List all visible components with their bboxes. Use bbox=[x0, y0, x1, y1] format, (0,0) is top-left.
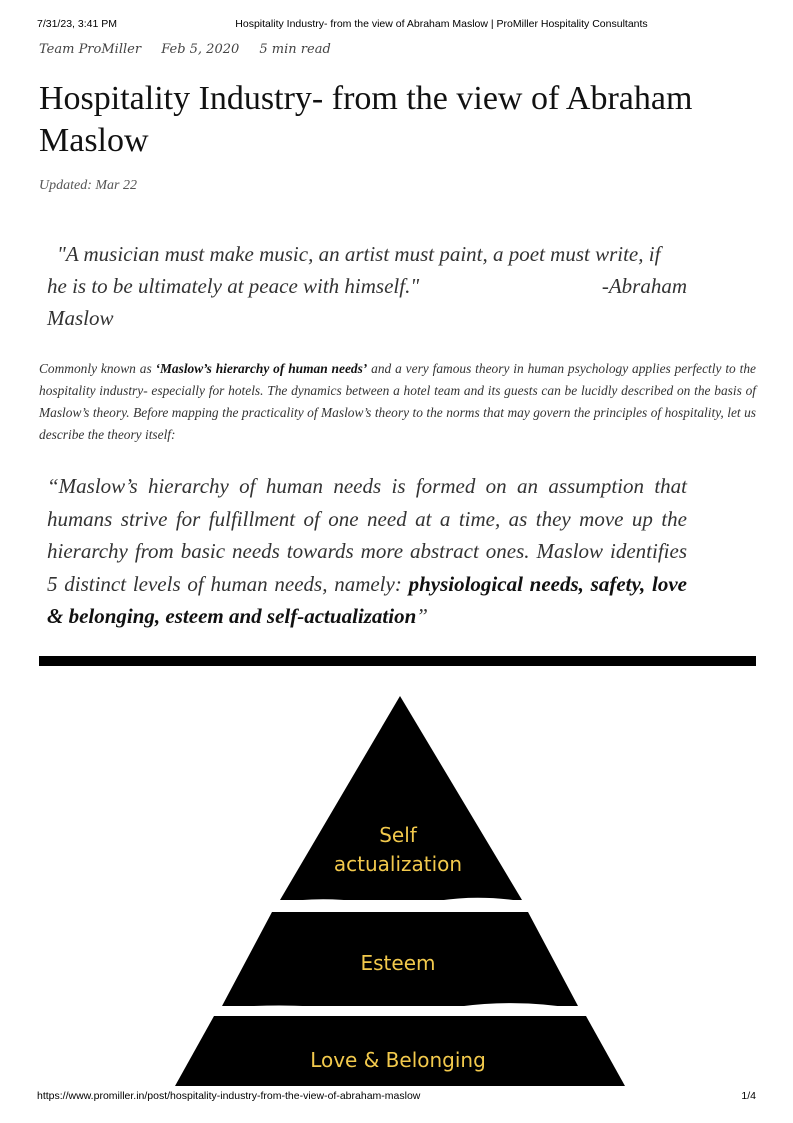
pyramid-label-self: Self bbox=[379, 823, 417, 847]
print-url: https://www.promiller.in/post/hospitality-industry-from-the-view-of-abraham-maslow bbox=[37, 1090, 421, 1102]
print-datetime: 7/31/23, 3:41 PM bbox=[37, 18, 117, 30]
quote-line-1: "A musician must make music, an artist must paint, a poet must write, if bbox=[57, 242, 661, 266]
intro-rest: and a very famous theory in human psychology applies perfectly to the hospitality industry- especially for hotels. The dynamics between a hotel team and its guests can be lucidly described on the basis of Maslow’s theory. Before mapping the practicality of Maslow’s theory to the norms that may govern the principles of hospitality, let us describe the theory itself: bbox=[39, 361, 756, 442]
updated-date: Updated: Mar 22 bbox=[39, 178, 137, 193]
post-date: Feb 5, 2020 bbox=[161, 42, 240, 57]
maslow-quote bbox=[47, 238, 687, 334]
author-link[interactable]: Team ProMiller bbox=[39, 42, 142, 57]
pyramid-label-love-belonging: Love & Belonging bbox=[310, 1048, 486, 1072]
intro-lead: Commonly known as bbox=[39, 361, 156, 376]
theory-quote-close: ” bbox=[416, 604, 428, 628]
intro-bold: ‘Maslow’s hierarchy of human needs’ bbox=[155, 361, 368, 376]
theory-quote bbox=[47, 470, 687, 633]
torn-edge-top bbox=[278, 899, 524, 905]
quote-attribution: -Abraham bbox=[601, 274, 687, 298]
print-page-number: 1/4 bbox=[741, 1090, 756, 1102]
intro-paragraph bbox=[39, 358, 756, 446]
print-footer bbox=[37, 1090, 756, 1104]
read-time: 5 min read bbox=[259, 42, 331, 57]
post-meta bbox=[39, 42, 347, 57]
pyramid-label-esteem: Esteem bbox=[360, 951, 436, 975]
quote-line-2-text: he is to be ultimately at peace with himself." bbox=[47, 274, 420, 298]
pyramid-label-actualization: actualization bbox=[333, 852, 463, 876]
section-divider bbox=[39, 656, 756, 666]
theory-quote-text: “Maslow’s hierarchy of human needs is formed on an assumption that humans strive for fulfillment of one need at a time, as they move up the hierarchy from basic needs towards more abstract ones. Maslow identifies 5 distinct levels of human needs, namely: bbox=[47, 474, 687, 596]
quote-line-2 bbox=[47, 270, 687, 302]
theory-quote-bold: physiological needs, safety, love & belonging, esteem and self-actualization bbox=[47, 571, 687, 628]
print-header bbox=[37, 18, 756, 32]
article-title: Hospitality Industry- from the view of Abraham Maslow bbox=[39, 80, 693, 159]
print-page-title: Hospitality Industry- from the view of Abraham Maslow | ProMiller Hospitality Consultants bbox=[235, 18, 648, 30]
quote-attribution-name: Maslow bbox=[47, 306, 114, 330]
maslow-pyramid bbox=[160, 690, 640, 1086]
